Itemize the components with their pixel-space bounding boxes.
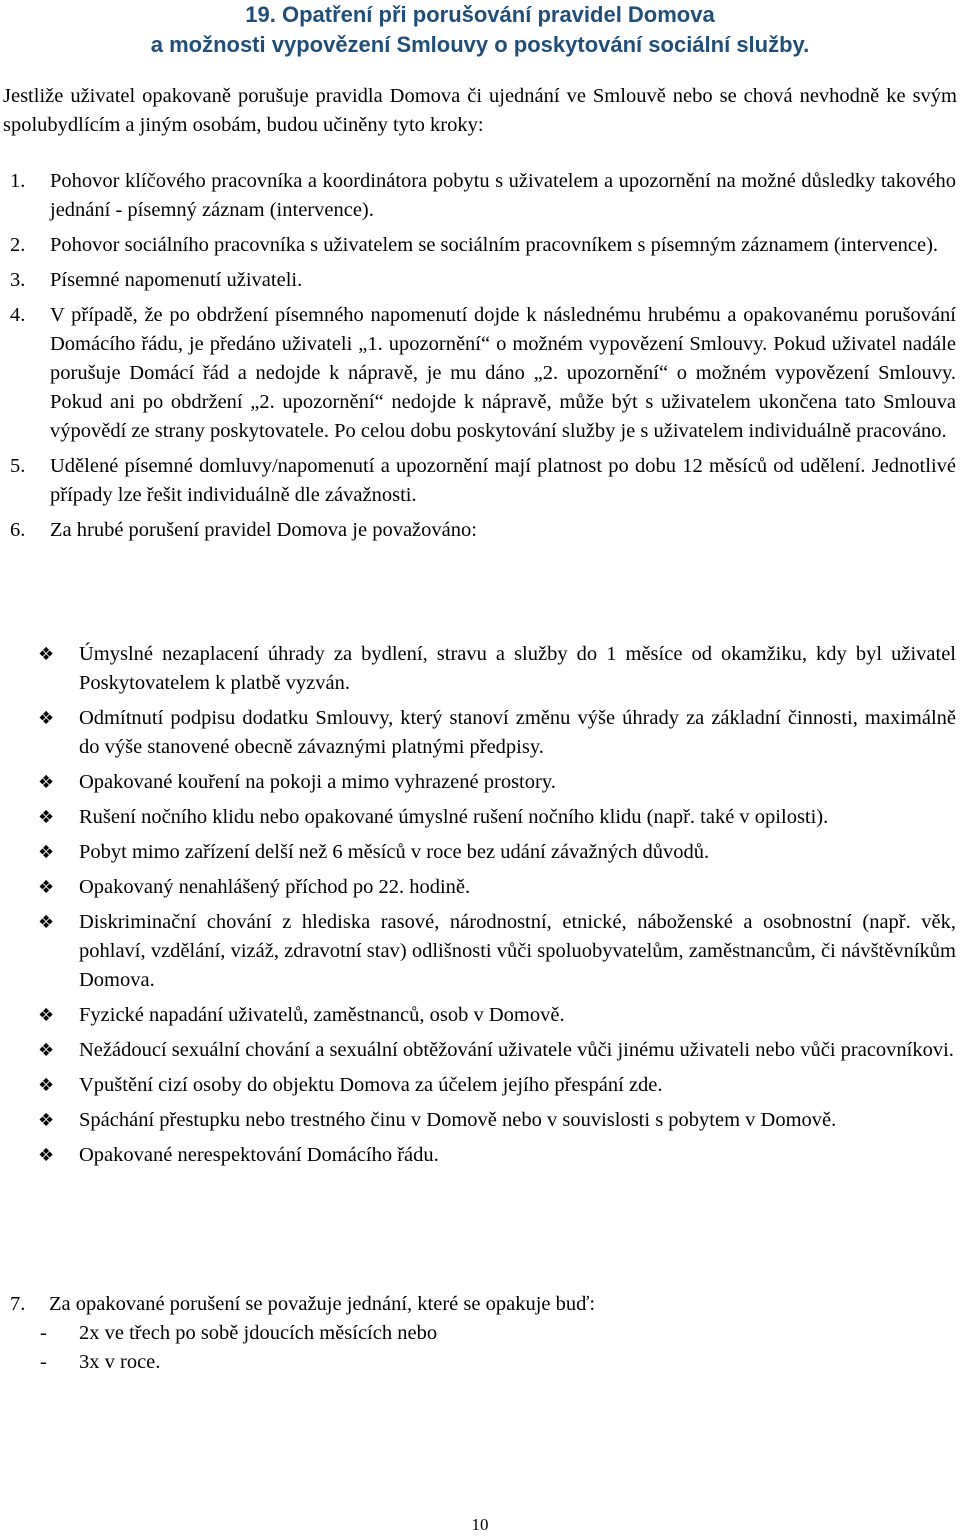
step-number: 2. bbox=[10, 234, 26, 256]
step-text: Udělené písemné domluvy/napomenutí a upozornění mají platnost po dobu 12 měsíců od udělení. Jednotlivé případy lze řešit individuálně dle závažnosti. bbox=[50, 455, 956, 506]
diamond-bullet-icon: ❖ bbox=[38, 772, 55, 793]
condition-item bbox=[0, 1348, 960, 1377]
condition-text: 2x ve třech po sobě jdoucích měsících nebo bbox=[79, 1322, 438, 1344]
condition-item bbox=[0, 1319, 960, 1348]
violation-item bbox=[0, 640, 960, 698]
violation-item bbox=[0, 873, 960, 902]
violation-item bbox=[0, 838, 960, 867]
diamond-bullet-icon: ❖ bbox=[38, 644, 55, 665]
diamond-bullet-icon: ❖ bbox=[38, 807, 55, 828]
step-item bbox=[0, 452, 960, 510]
violation-text: Nežádoucí sexuální chování a sexuální obtěžování uživatele vůči jinému uživateli nebo vůči pracovníkovi. bbox=[79, 1039, 954, 1061]
step-text: Pohovor klíčového pracovníka a koordinátora pobytu s uživatelem a upozornění na možné důsledky takového jednání - písemný záznam (intervence). bbox=[50, 170, 956, 221]
step-item bbox=[0, 231, 960, 260]
violation-item bbox=[0, 704, 960, 762]
step-number: 6. bbox=[10, 519, 26, 541]
violation-text: Fyzické napadání uživatelů, zaměstnanců, osob v Domově. bbox=[79, 1004, 565, 1026]
step-text: Za opakované porušení se považuje jednání, které se opakuje buď: bbox=[49, 1293, 596, 1315]
diamond-bullet-icon: ❖ bbox=[38, 1110, 55, 1131]
violation-text: Rušení nočního klidu nebo opakované úmyslné rušení nočního klidu (např. také v opilosti). bbox=[79, 806, 829, 828]
step-number: 1. bbox=[10, 170, 26, 192]
dash-marker: - bbox=[40, 1351, 47, 1373]
intro-paragraph: Jestliže uživatel opakovaně porušuje pravidla Domova či ujednání ve Smlouvě nebo se chová nevhodně ke svým spolubydlícím a jiným osobám, budou učiněny tyto kroky: bbox=[3, 85, 957, 136]
violation-text: Opakovaný nenahlášený příchod po 22. hodině. bbox=[79, 876, 471, 898]
diamond-bullet-icon: ❖ bbox=[38, 1145, 55, 1166]
section-title-line-2: a možnosti vypovězení Smlouvy o poskytování sociální služby. bbox=[150, 32, 810, 57]
step-number: 7. bbox=[10, 1293, 26, 1315]
repeat-conditions-list bbox=[0, 1319, 960, 1377]
violation-item bbox=[0, 1001, 960, 1030]
section-title-line-1: 19. Opatření při porušování pravidel Domova bbox=[245, 2, 715, 27]
diamond-bullet-icon: ❖ bbox=[38, 877, 55, 898]
step-text: Za hrubé porušení pravidel Domova je považováno: bbox=[50, 519, 477, 541]
step-item bbox=[0, 301, 960, 446]
violation-item bbox=[0, 1106, 960, 1135]
violation-text: Diskriminační chování z hlediska rasové, národnostní, etnické, náboženské a osobnostní (např. věk, pohlaví, vzdělání, vizáž, zdravotní stav) odlišnosti vůči spoluobyvatelům, zaměstnancům, či návštěvníkům Domova. bbox=[79, 911, 956, 991]
step-text: V případě, že po obdržení písemného napomenutí dojde k následnému hrubému a opakovanému porušování Domácího řádu, je předáno uživateli „1. upozornění“ o možném vypovězení Smlouvy. Pokud uživatel nadále porušuje Domácí řád a nedojde k nápravě, je mu dáno „2. upozornění“ o možném vypovězení Smlouvy. Pokud ani po obdržení „2. upozornění“ nedojde k nápravě, může být s uživatelem ukončena tato Smlouva výpovědí ze strany poskytovatele. Po celou dobu poskytování služby je s uživatelem individuálně pracováno. bbox=[50, 304, 956, 442]
violation-item bbox=[0, 1141, 960, 1170]
diamond-bullet-icon: ❖ bbox=[38, 1075, 55, 1096]
step-text: Písemné napomenutí uživateli. bbox=[50, 269, 303, 291]
step-number: 3. bbox=[10, 269, 26, 291]
diamond-bullet-icon: ❖ bbox=[38, 708, 55, 729]
violations-list bbox=[0, 640, 960, 1176]
step-text: Pohovor sociálního pracovníka s uživatelem se sociálním pracovníkem s písemným záznamem (intervence). bbox=[50, 234, 939, 256]
violation-text: Úmyslné nezaplacení úhrady za bydlení, stravu a služby do 1 měsíce od okamžiku, kdy byl uživatel Poskytovatelem k platbě vyzván. bbox=[79, 643, 956, 694]
diamond-bullet-icon: ❖ bbox=[38, 1005, 55, 1026]
violation-text: Opakované nerespektování Domácího řádu. bbox=[79, 1144, 439, 1166]
steps-list bbox=[0, 167, 960, 551]
dash-marker: - bbox=[40, 1322, 47, 1344]
violation-text: Opakované kouření na pokoji a mimo vyhrazené prostory. bbox=[79, 771, 556, 793]
condition-text: 3x v roce. bbox=[79, 1351, 161, 1373]
diamond-bullet-icon: ❖ bbox=[38, 842, 55, 863]
step-number: 5. bbox=[10, 455, 26, 477]
diamond-bullet-icon: ❖ bbox=[38, 912, 55, 933]
step-item bbox=[0, 266, 960, 295]
page-number: 10 bbox=[471, 1515, 489, 1534]
violation-text: Pobyt mimo zařízení delší než 6 měsíců v roce bez udání závažných důvodů. bbox=[79, 841, 710, 863]
violation-item bbox=[0, 1036, 960, 1065]
violation-item bbox=[0, 768, 960, 797]
violation-item bbox=[0, 803, 960, 832]
violation-item bbox=[0, 908, 960, 995]
step-number: 4. bbox=[10, 304, 26, 326]
violation-text: Spáchání přestupku nebo trestného činu v Domově nebo v souvislosti s pobytem v Domově. bbox=[79, 1109, 837, 1131]
diamond-bullet-icon: ❖ bbox=[38, 1040, 55, 1061]
step-item bbox=[0, 516, 960, 545]
violation-text: Odmítnutí podpisu dodatku Smlouvy, který stanoví změnu výše úhrady za základní činnosti, maximálně do výše stanovené obecně závaznými platnými předpisy. bbox=[79, 707, 956, 758]
violation-text: Vpuštění cizí osoby do objektu Domova za účelem jejího přespání zde. bbox=[79, 1074, 663, 1096]
violation-item bbox=[0, 1071, 960, 1100]
step-item-7 bbox=[0, 1290, 960, 1319]
step-item bbox=[0, 167, 960, 225]
